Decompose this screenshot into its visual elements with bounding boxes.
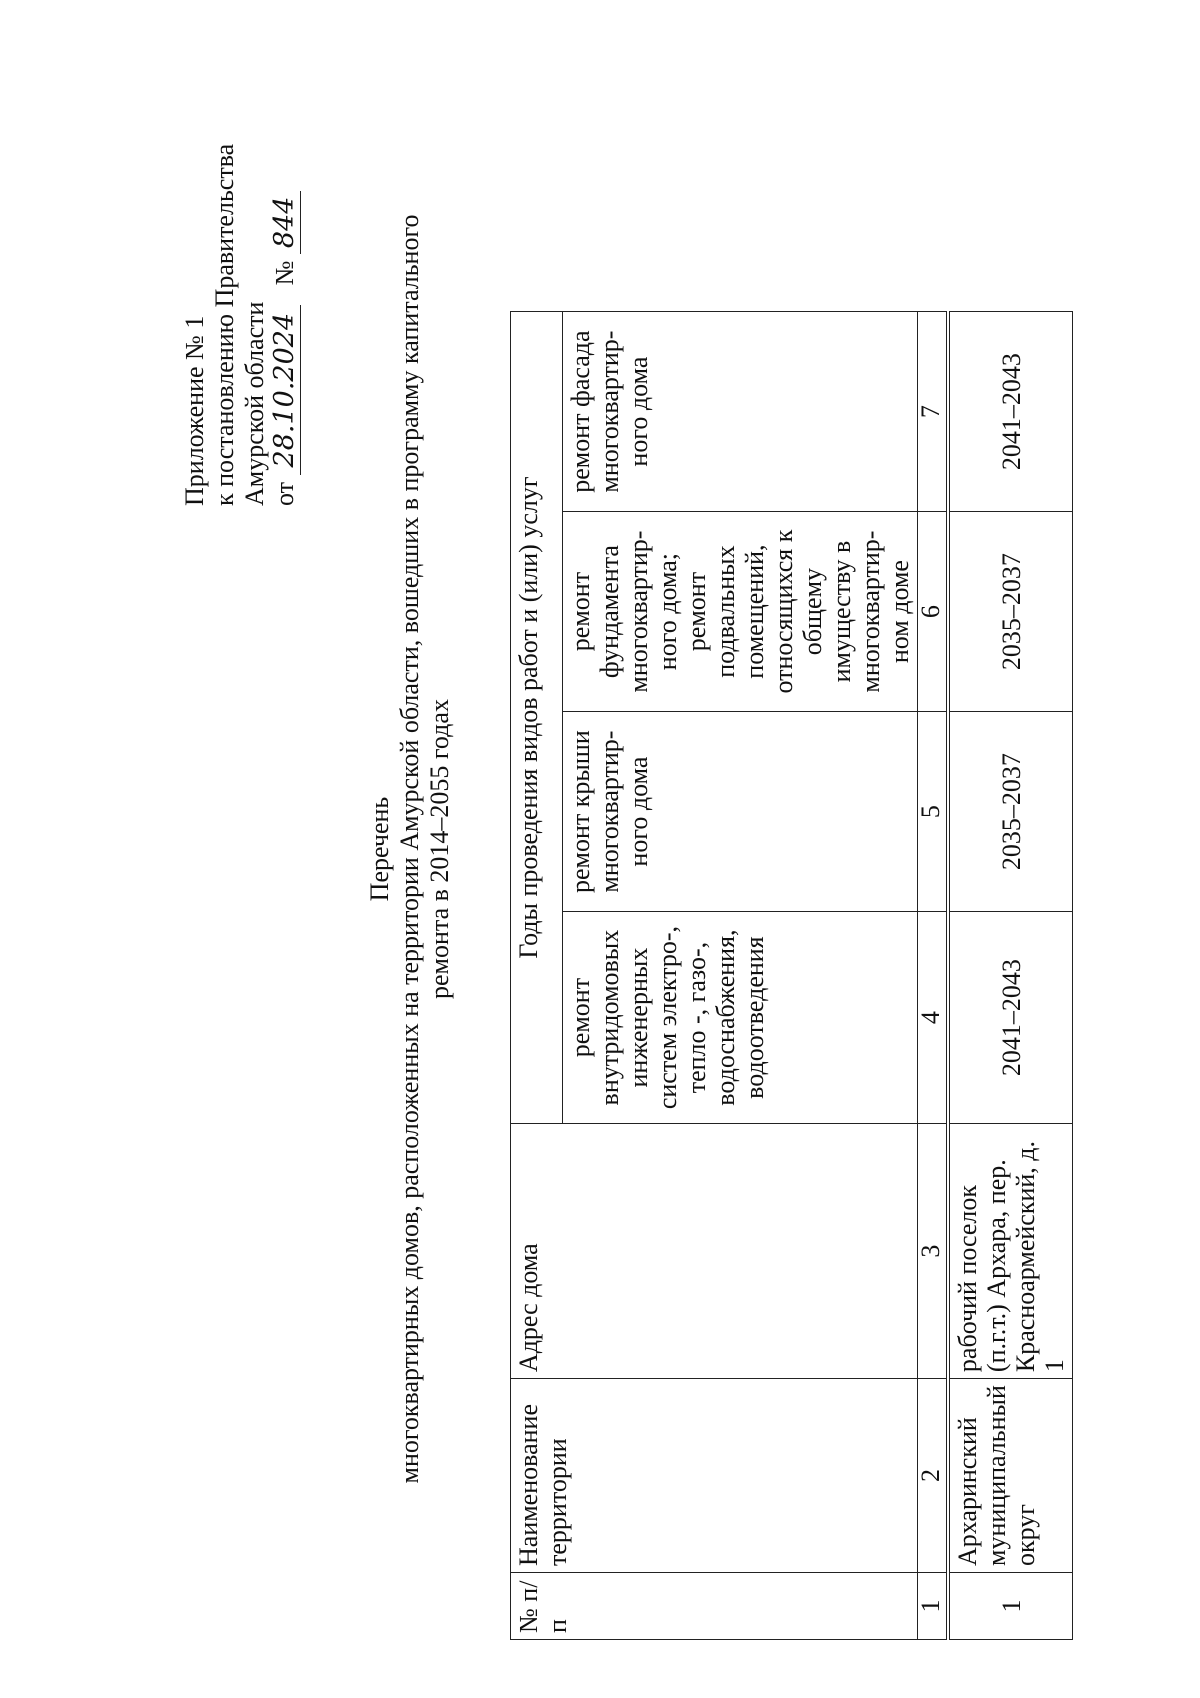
title-line-1: Перечень: [365, 796, 394, 902]
title-line-3: ремонта в 2014–2055 годах: [425, 699, 454, 999]
row-year-roof: 2035–2037: [948, 712, 1073, 912]
row-num: 1: [948, 1573, 1073, 1640]
handwritten-date: 28.10.2024: [270, 305, 301, 476]
row-year-foundation: 2035–2037: [948, 512, 1073, 712]
header-years-group: Годы проведения видов работ и (или) услуг: [511, 312, 563, 1124]
header-work-roof: ремонт крыши многоквартир-ного дома: [563, 712, 918, 912]
header-territory: Наименование территории: [511, 1379, 918, 1573]
column-number: 5: [918, 712, 949, 912]
column-number: 4: [918, 912, 949, 1124]
date-prefix: от: [270, 481, 299, 506]
column-number: 3: [918, 1124, 949, 1379]
appendix-line-3: Амурской области: [240, 301, 269, 506]
appendix-block: [180, 46, 301, 506]
column-number: 2: [918, 1379, 949, 1573]
header-work-facade: ремонт фасада многоквартир-ного дома: [563, 312, 918, 512]
appendix-line-1: Приложение № 1: [180, 315, 209, 506]
header-work-foundation: ремонт фундамента многоквартир-ного дома; ремонт подвальных помещений, относящихся к общему имуществу в многоквартир-ном доме: [563, 512, 918, 712]
appendix-date-line: [270, 46, 301, 506]
row-territory: Архаринский муниципальный округ: [948, 1379, 1073, 1573]
row-year-engineering: 2041–2043: [948, 912, 1073, 1124]
header-work-engineering: ремонт внутридомовых инженерных систем электро-, тепло -, газо-, водоснабжения, водоотведения: [563, 912, 918, 1124]
appendix-line-2: к постановлению Правительства: [210, 143, 239, 506]
houses-table: [510, 311, 1073, 1640]
column-number: 6: [918, 512, 949, 712]
header-address: Адрес дома: [511, 1124, 918, 1379]
row-address: рабочий поселок (п.г.т.) Архара, пер. Красноармейский, д. 1: [948, 1124, 1073, 1379]
document-title: [365, 0, 455, 1698]
header-num: № п/п: [511, 1573, 918, 1640]
column-number: 1: [918, 1573, 949, 1640]
row-year-facade: 2041–2043: [948, 312, 1073, 512]
handwritten-number: 844: [270, 191, 301, 255]
column-number: 7: [918, 312, 949, 512]
number-prefix: №: [270, 260, 299, 286]
title-line-2: многоквартирных домов, расположенных на территории Амурской области, вошедших в программу капитального: [395, 214, 424, 1484]
table-row: [948, 312, 1073, 1640]
column-number-row: [918, 312, 949, 1640]
header-row-1: [511, 312, 563, 1640]
